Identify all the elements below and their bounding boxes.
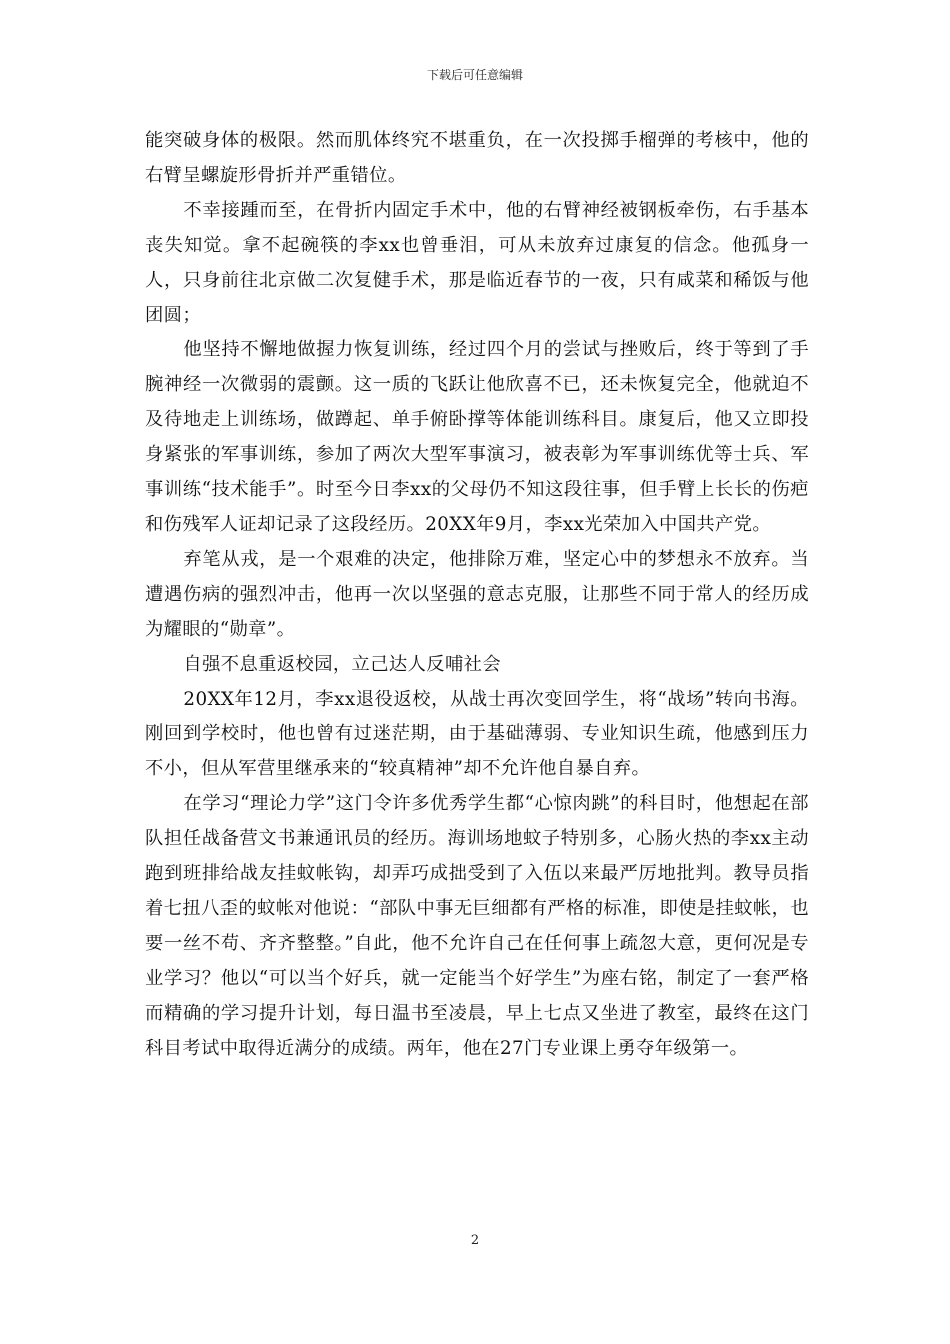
paragraph-1: 能突破身体的极限。然而肌体终究不堪重负，在一次投掷手榴弹的考核中，他的右臂呈螺旋形骨折并严重错位。 <box>145 130 809 186</box>
paragraph-2: 不幸接踵而至，在骨折内固定手术中，他的右臂神经被钢板牵伤，右手基本丧失知觉。拿不起碗筷的李xx也曾垂泪，可从未放弃过康复的信念。他孤身一人，只身前往北京做二次复健手术，那是临近春节的一夜，只有咸菜和稀饭与他团圆； <box>145 199 809 326</box>
page-number: 2 <box>470 1233 480 1248</box>
paragraph-6: 在学习“理论力学”这门令许多优秀学生都“心惊肉跳”的科目时，他想起在部队担任战备营文书兼通讯员的经历。海训场地蚊子特别多，心肠火热的李xx主动跑到班排给战友挂蚊帐钩，却弄巧成拙受到了入伍以来最严厉地批判。教导员指着七扭八歪的蚊帐对他说：“部队中事无巨细都有严格的标准，即使是挂蚊帐，也要一丝不苟、齐齐整整。”自此，他不允许自己在任何事上疏忽大意，更何况是专业学习？他以“可以当个好兵，就一定能当个好学生”为座右铭，制定了一套严格而精确的学习提升计划，每日温书至凌晨，早上七点又坐进了教室，最终在这门科目考试中取得近满分的成绩。两年，他在27门专业课上勇夺年级第一。 <box>145 793 809 1059</box>
paragraph-5: 20XX年12月，李xx退役返校，从战士再次变回学生，将“战场”转向书海。刚回到学校时，他也曾有过迷茫期，由于基础薄弱、专业知识生疏，他感到压力不小，但从军营里继承来的“较真精神”却不允许他自暴自弃。 <box>145 688 809 780</box>
document-body <box>145 124 809 1066</box>
paragraph-3: 他坚持不懈地做握力恢复训练，经过四个月的尝试与挫败后，终于等到了手腕神经一次微弱的震颤。这一质的飞跃让他欣喜不已，还未恢复完全，他就迫不及待地走上训练场，做蹲起、单手俯卧撑等体能训练科目。康复后，他又立即投身紧张的军事训练，参加了两次大型军事演习，被表彰为军事训练优等士兵、军事训练“技术能手”。时至今日李xx的父母仍不知这段往事，但手臂上长长的伤疤和伤残军人证却记录了这段经历。20XX年9月，李xx光荣加入中国共产党。 <box>145 339 809 535</box>
page-header: 下载后可任意编辑 <box>426 68 523 82</box>
paragraph-4: 弃笔从戎，是一个艰难的决定，他排除万难，坚定心中的梦想永不放弃。当遭遇伤病的强烈冲击，他再一次以坚强的意志克服，让那些不同于常人的经历成为耀眼的“勋章”。 <box>145 548 809 640</box>
section-heading: 自强不息重返校园，立己达人反哺社会 <box>183 653 502 675</box>
